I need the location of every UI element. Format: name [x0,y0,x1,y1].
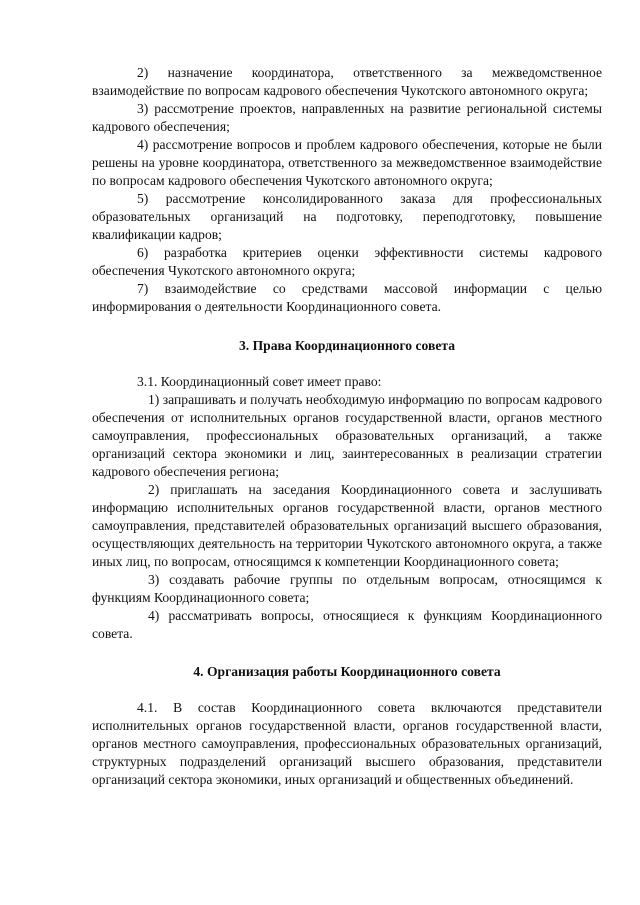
list-item: 3) рассмотрение проектов, направленных на развитие региональной системы кадрового обеспечения; [92,101,602,134]
list-item: 2) приглашать на заседания Координационного совета и заслушивать информацию исполнительных органов государственной власти, органов местного самоуправления, представителей образовательных организаций высшего образования, осуществляющих деятельность на территории Чукотского автономного округа, а также иных лиц, по вопросам, относящимся к компетенции Координационного совета; [92,482,602,569]
document-page [92,64,602,789]
list-item: 3) создавать рабочие группы по отдельным вопросам, относящимся к функциям Координационного совета; [92,572,602,605]
section-3-heading: 3. Права Координационного совета [238,338,455,353]
list-item: 5) рассмотрение консолидированного заказа для профессиональных образовательных организаций на подготовку, переподготовку, повышение квалификации кадров; [92,191,602,242]
section-3-intro: 3.1. Координационный совет имеет право: [137,374,382,389]
list-item: 4) рассмотрение вопросов и проблем кадрового обеспечения, которые не были решены на уровне координатора, ответственного за межведомственное взаимодействие по вопросам кадрового обеспечения Чукотского автономного округа; [92,137,602,188]
section-4-heading: 4. Организация работы Координационного совета [193,664,501,679]
list-item: 4.1. В состав Координационного совета включаются представители исполнительных органов государственной власти, органов государственной власти, органов местного самоуправления, профессиональных образовательных организаций, структурных подразделений организаций высшего образования, представители организаций сектора экономики, иных организаций и общественных объединений. [92,700,602,787]
list-item: 4) рассматривать вопросы, относящиеся к функциям Координационного совета. [92,608,602,641]
list-item: 6) разработка критериев оценки эффективности системы кадрового обеспечения Чукотского автономного округа; [92,245,602,278]
list-item: 7) взаимодействие со средствами массовой информации с целью информирования о деятельности Координационного совета. [92,281,602,314]
list-item: 1) запрашивать и получать необходимую информацию по вопросам кадрового обеспечения от исполнительных органов государственной власти, органов местного самоуправления, профессиональных образовательных организаций, а также организаций сектора экономики и лиц, заинтересованных в реализации стратегии кадрового обеспечения региона; [92,392,602,479]
list-item: 2) назначение координатора, ответственного за межведомственное взаимодействие по вопросам кадрового обеспечения Чукотского автономного округа; [92,65,602,98]
